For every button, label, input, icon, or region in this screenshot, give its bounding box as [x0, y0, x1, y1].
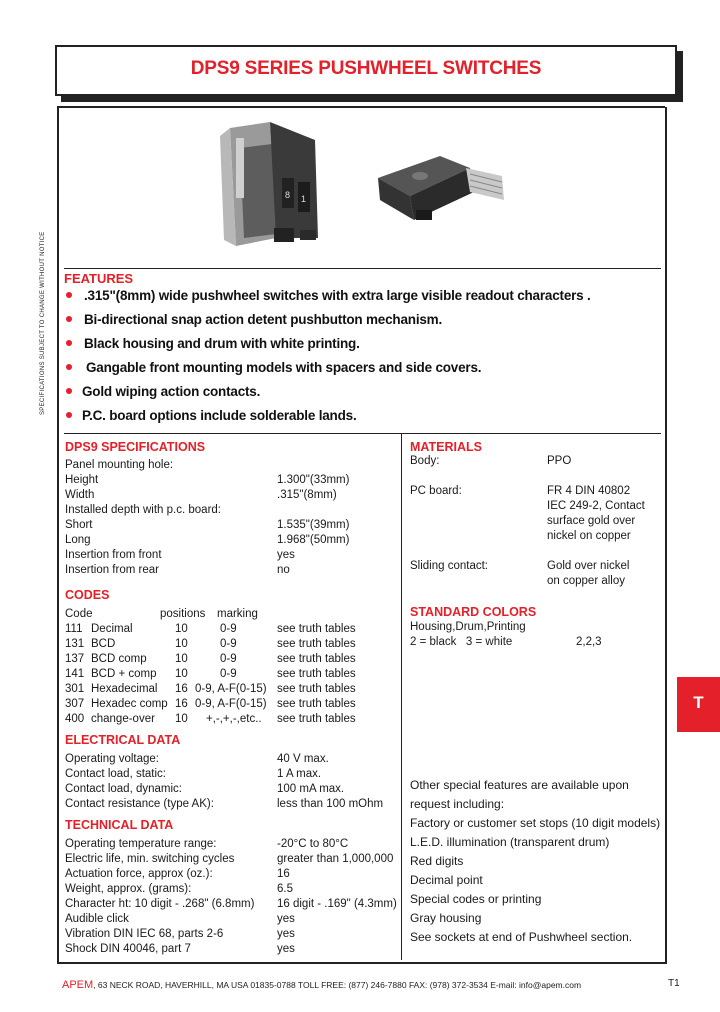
code-number: 111 — [65, 623, 83, 635]
electrical-value: 100 mA max. — [277, 783, 345, 795]
code-name: Hexadec comp — [91, 698, 168, 710]
code-number: 307 — [65, 698, 85, 710]
special-intro: Other special features are available upon — [410, 778, 629, 792]
code-note: see truth tables — [277, 713, 356, 725]
code-marking: 0-9 — [220, 653, 237, 665]
electrical-value: 40 V max. — [277, 753, 329, 765]
code-note: see truth tables — [277, 668, 356, 680]
product-photo-side — [370, 148, 510, 228]
technical-label: Electric life, min. switching cycles — [65, 853, 235, 865]
spec-label: Height — [65, 474, 99, 486]
section-tab-label: T — [693, 693, 704, 712]
special-item: Decimal point — [410, 873, 483, 887]
material-value: FR 4 DIN 40802 — [547, 485, 631, 497]
technical-value: yes — [277, 913, 295, 925]
footer — [62, 979, 581, 991]
special-item: Red digits — [410, 854, 464, 868]
material-value: on copper alloy — [547, 575, 625, 587]
colors-line: 2 = black 3 = white — [410, 636, 513, 648]
technical-value: greater than 1,000,000 — [277, 853, 394, 865]
spec-value: 1.535"(39mm) — [277, 519, 350, 531]
code-note: see truth tables — [277, 683, 356, 695]
code-positions: 10 — [175, 623, 188, 635]
code-note: see truth tables — [277, 653, 356, 665]
materials-table — [410, 455, 660, 595]
code-name: BCD — [91, 638, 116, 650]
feature-text: P.C. board options include solderable lands. — [82, 408, 357, 423]
technical-label: Operating temperature range: — [65, 838, 217, 850]
electrical-value: 1 A max. — [277, 768, 322, 780]
codes-header-positions: positions — [160, 608, 206, 620]
codes-header-marking: marking — [217, 608, 258, 620]
bullet-icon — [66, 340, 72, 346]
technical-value: -20°C to 80°C — [277, 838, 349, 850]
technical-value: yes — [277, 943, 295, 955]
spec-label: Installed depth with p.c. board: — [65, 504, 221, 516]
codes-table — [65, 608, 395, 728]
title-box — [55, 45, 677, 96]
spec-label: Width — [65, 489, 95, 501]
bullet-icon — [66, 388, 72, 394]
feature-text: Black housing and drum with white printing. — [84, 336, 360, 351]
code-marking: 0-9 — [220, 638, 237, 650]
code-name: change-over — [91, 713, 155, 725]
technical-table — [65, 838, 400, 960]
special-item: See sockets at end of Pushwheel section. — [410, 930, 633, 944]
technical-label: Audible click — [65, 913, 129, 925]
code-positions: 10 — [175, 668, 188, 680]
code-number: 137 — [65, 653, 85, 665]
spec-label: Insertion from rear — [65, 564, 159, 576]
code-number: 141 — [65, 668, 85, 680]
section-tab — [677, 677, 720, 732]
technical-label: Vibration DIN IEC 68, parts 2-6 — [65, 928, 224, 940]
code-name: BCD + comp — [91, 668, 157, 680]
bullet-icon — [66, 316, 72, 322]
specs-heading: DPS9 SPECIFICATIONS — [65, 440, 206, 454]
code-marking: 0-9 — [220, 668, 237, 680]
material-label: PC board: — [410, 485, 462, 497]
codes-heading: CODES — [65, 588, 110, 602]
code-positions: 10 — [175, 713, 188, 725]
specs-table — [65, 459, 395, 584]
colors-heading: STANDARD COLORS — [410, 605, 537, 619]
footer-address: , 63 NECK ROAD, HAVERHILL, MA USA 01835-0788 TOLL FREE: (877) 246-7880 FAX: (978) 372-3534 E-mail: info@apem.com — [93, 980, 582, 990]
code-positions: 16 — [175, 698, 188, 710]
footer-brand: APEM — [62, 979, 94, 991]
electrical-label: Contact load, dynamic: — [65, 783, 182, 795]
material-value: PPO — [547, 455, 572, 467]
special-item: L.E.D. illumination (transparent drum) — [410, 835, 610, 849]
electrical-table — [65, 753, 395, 815]
features-heading: FEATURES — [64, 271, 134, 286]
code-number: 131 — [65, 638, 85, 650]
spec-label: Long — [65, 534, 91, 546]
svg-text:8: 8 — [285, 190, 291, 200]
special-item: Factory or customer set stops (10 digit models) — [410, 816, 661, 830]
code-note: see truth tables — [277, 698, 356, 710]
code-positions: 10 — [175, 653, 188, 665]
code-marking: 0-9, A-F(0-15) — [195, 698, 267, 710]
colors-line: Housing,Drum,Printing — [410, 621, 526, 633]
electrical-heading: ELECTRICAL DATA — [65, 733, 181, 747]
product-photo-front — [210, 118, 330, 253]
spec-label: Insertion from front — [65, 549, 162, 561]
side-note — [40, 205, 54, 415]
special-intro: request including: — [410, 797, 505, 811]
technical-value: 6.5 — [277, 883, 293, 895]
spec-value: 1.300"(33mm) — [277, 474, 350, 486]
bullet-icon — [66, 412, 72, 418]
technical-label: Character ht: 10 digit - .268" (6.8mm) — [65, 898, 255, 910]
special-features — [410, 778, 665, 948]
code-name: Decimal — [91, 623, 133, 635]
code-marking: +,-,+,-,etc.. — [206, 713, 262, 725]
special-item: Special codes or printing — [410, 892, 542, 906]
material-label: Body: — [410, 455, 440, 467]
technical-value: yes — [277, 928, 295, 940]
feature-text: Gangable front mounting models with spacers and side covers. — [86, 360, 482, 375]
code-number: 400 — [65, 713, 85, 725]
technical-value: 16 — [277, 868, 290, 880]
feature-list — [66, 288, 656, 428]
material-value: nickel on copper — [547, 530, 631, 542]
column-divider — [401, 433, 402, 960]
spec-value: 1.968"(50mm) — [277, 534, 350, 546]
feature-text: Gold wiping action contacts. — [82, 384, 261, 399]
materials-heading: MATERIALS — [410, 440, 482, 454]
code-number: 301 — [65, 683, 85, 695]
feature-text: .315"(8mm) wide pushwheel switches with extra large visible readout characters . — [84, 288, 591, 303]
material-label: Sliding contact: — [410, 560, 488, 572]
electrical-value: less than 100 mOhm — [277, 798, 384, 810]
code-marking: 0-9 — [220, 623, 237, 635]
electrical-label: Contact resistance (type AK): — [65, 798, 214, 810]
features-rule — [64, 268, 661, 269]
spec-value: no — [277, 564, 290, 576]
material-value: IEC 249-2, Contact — [547, 500, 645, 512]
code-marking: 0-9, A-F(0-15) — [195, 683, 267, 695]
special-item: Gray housing — [410, 911, 482, 925]
technical-label: Shock DIN 40046, part 7 — [65, 943, 191, 955]
electrical-label: Operating voltage: — [65, 753, 159, 765]
material-value: Gold over nickel — [547, 560, 630, 572]
spec-value: .315"(8mm) — [277, 489, 337, 501]
feature-text: Bi-directional snap action detent pushbutton mechanism. — [84, 312, 443, 327]
code-name: Hexadecimal — [91, 683, 158, 695]
page-title: DPS9 SERIES PUSHWHEEL SWITCHES — [190, 58, 542, 79]
spec-value: yes — [277, 549, 295, 561]
electrical-label: Contact load, static: — [65, 768, 166, 780]
technical-label: Actuation force, approx (oz.): — [65, 868, 213, 880]
bullet-icon — [66, 292, 72, 298]
code-name: BCD comp — [91, 653, 147, 665]
side-note-text: SPECIFICATIONS SUBJECT TO CHANGE WITHOUT NOTICE — [40, 231, 46, 415]
code-note: see truth tables — [277, 638, 356, 650]
code-note: see truth tables — [277, 623, 356, 635]
svg-text:1: 1 — [301, 194, 307, 204]
technical-value: 16 digit - .169" (4.3mm) — [277, 898, 397, 910]
code-positions: 10 — [175, 638, 188, 650]
technical-heading: TECHNICAL DATA — [65, 818, 174, 832]
page-number: T1 — [668, 978, 680, 989]
spec-label: Short — [65, 519, 93, 531]
codes-header-code: Code — [65, 608, 93, 620]
code-positions: 16 — [175, 683, 188, 695]
material-value: surface gold over — [547, 515, 636, 527]
spec-label: Panel mounting hole: — [65, 459, 174, 471]
technical-label: Weight, approx. (grams): — [65, 883, 192, 895]
specs-rule — [64, 433, 661, 434]
colors-value: 2,2,3 — [576, 636, 602, 648]
bullet-icon — [66, 364, 72, 370]
